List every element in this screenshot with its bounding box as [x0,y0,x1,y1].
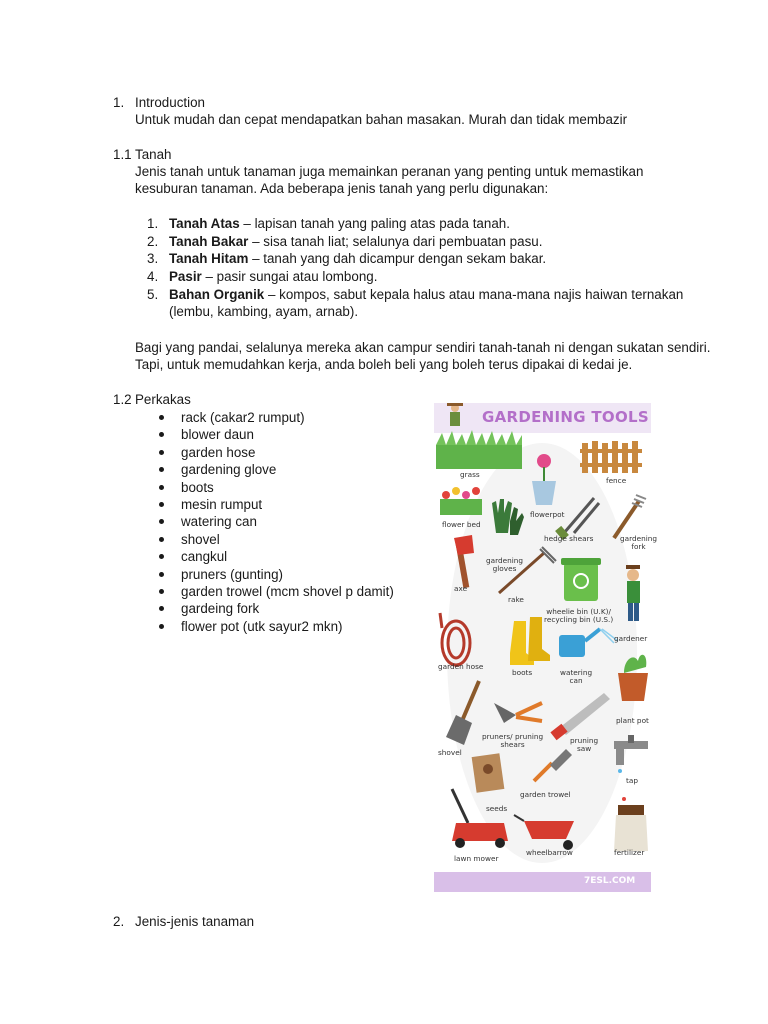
flower-bed-icon [440,487,482,515]
soil-term: Tanah Atas [169,216,240,231]
list-item [169,268,377,285]
label-rake: rake [508,595,524,604]
tool-list-item: blower daun [181,427,254,442]
label-boots: boots [512,668,533,677]
label-pruning-saw: pruning saw [570,736,599,753]
soil-desc: – pasir sungai atau lombong. [201,269,378,284]
label-plant-pot: plant pot [616,716,649,725]
list-item-continuation: (lembu, kambing, ayam, arnab). [169,304,359,319]
bullet-dot [159,485,164,490]
label-grass: grass [460,470,480,479]
label-fence: fence [606,476,627,485]
tanah-paragraph-line: kesuburan tanaman. Ada beberapa jenis tanah yang perlu digunakan: [135,181,549,196]
label-tap: tap [626,776,638,785]
section-number: 1.2 [113,392,132,407]
tool-list-item: rack (cakar2 rumput) [181,410,305,425]
tool-list-item: garden trowel (mcm shovel p damit) [181,584,394,599]
label-garden-trowel: garden trowel [520,790,571,799]
section-number: 1. [113,95,125,110]
tanah-paragraph-line: Jenis tanah untuk tanaman juga memainkan peranan yang penting untuk memastikan [135,164,644,179]
bullet-dot [159,432,164,437]
section-number: 2. [113,914,125,929]
bullet-dot [159,606,164,611]
label-gardening-gloves: gardening gloves [486,556,524,573]
bullet-dot [159,624,164,629]
seeds-icon [472,753,505,793]
soil-term: Tanah Hitam [169,251,249,266]
poster-credit: 7ESL.COM [584,876,636,886]
gardening-fork-icon [614,495,646,538]
list-item [169,233,542,250]
tool-list-item: cangkul [181,549,228,564]
tool-list-item: garden hose [181,445,256,460]
tool-list-item: gardeing fork [181,601,260,616]
bullet-dot [159,537,164,542]
label-hedge-shears: hedge shears [544,534,594,543]
bullet-dot [159,519,164,524]
list-number: 3. [147,251,159,266]
label-wheelie-bin: wheelie bin (U.K)/ recycling bin (U.S.) [544,607,614,624]
bullet-dot [159,554,164,559]
wheelie-bin-icon [561,558,601,601]
bullet-dot [159,502,164,507]
bullet-dot [159,467,164,472]
gardener-top-icon [447,403,463,426]
tool-list-item: shovel [181,532,220,547]
tool-list-item: watering can [181,514,257,529]
grass-icon [436,430,522,469]
tool-list-item: boots [181,480,214,495]
fence-icon [580,441,642,473]
list-item [169,250,546,267]
fertilizer-icon [614,797,648,851]
section-title-tanah: Tanah [135,147,172,162]
closing-paragraph-line: Bagi yang pandai, selalunya mereka akan campur sendiri tanah-tanah ni dengan sukatan sendiri. [135,340,711,355]
section-number: 1.1 [113,147,132,162]
label-axe: axe [454,584,468,593]
bullet-dot [159,450,164,455]
label-flowerpot: flowerpot [530,510,565,519]
soil-desc: – tanah yang dah dicampur dengan sekam bakar. [248,251,547,266]
gardener-icon [626,565,640,621]
list-number: 1. [147,216,159,231]
soil-term: Pasir [169,269,202,284]
list-number: 2. [147,234,159,249]
list-number: 4. [147,269,159,284]
label-fertilizer: fertilizer [614,848,645,857]
list-item [169,286,683,303]
bullet-dot [159,572,164,577]
label-lawn-mower: lawn mower [454,854,499,863]
introduction-body: Untuk mudah dan cepat mendapatkan bahan masakan. Murah dan tidak membazir [135,112,628,127]
list-item [169,215,510,232]
soil-desc: – sisa tanah liat; selalunya dari pembuatan pasu. [248,234,543,249]
bullet-dot [159,589,164,594]
list-number: 5. [147,287,159,302]
section-title-introduction: Introduction [135,95,205,110]
tool-list-item: flower pot (utk sayur2 mkn) [181,619,343,634]
label-flower-bed: flower bed [442,520,481,529]
tool-list-item: mesin rumput [181,497,263,512]
label-garden-hose: garden hose [438,662,484,671]
label-gardener: gardener [614,634,648,643]
soil-term: Tanah Bakar [169,234,249,249]
label-wheelbarrow: wheelbarrow [526,848,573,857]
poster-title: GARDENING TOOLS [482,408,649,426]
label-seeds: seeds [486,804,508,813]
section-title-perkakas: Perkakas [135,392,191,407]
label-gardening-fork: gardening fork [620,534,658,551]
bullet-dot [159,415,164,420]
label-watering-can: watering can [560,668,593,685]
closing-paragraph-line: Tapi, untuk memudahkan kerja, anda boleh beli yang boleh terus dipakai di kedai je. [135,357,633,372]
label-shovel: shovel [438,748,462,757]
label-pruners: pruners/ pruning shears [482,732,544,749]
tool-list-item: pruners (gunting) [181,567,283,582]
soil-term: Bahan Organik [169,287,265,302]
tool-list-item: gardening glove [181,462,277,477]
soil-desc: – kompos, sabut kepala halus atau mana-mana najis haiwan ternakan [264,287,684,302]
gardening-tools-poster [434,403,658,892]
section-title-jenis-tanaman: Jenis-jenis tanaman [135,914,255,929]
soil-desc: – lapisan tanah yang paling atas pada tanah. [239,216,510,231]
